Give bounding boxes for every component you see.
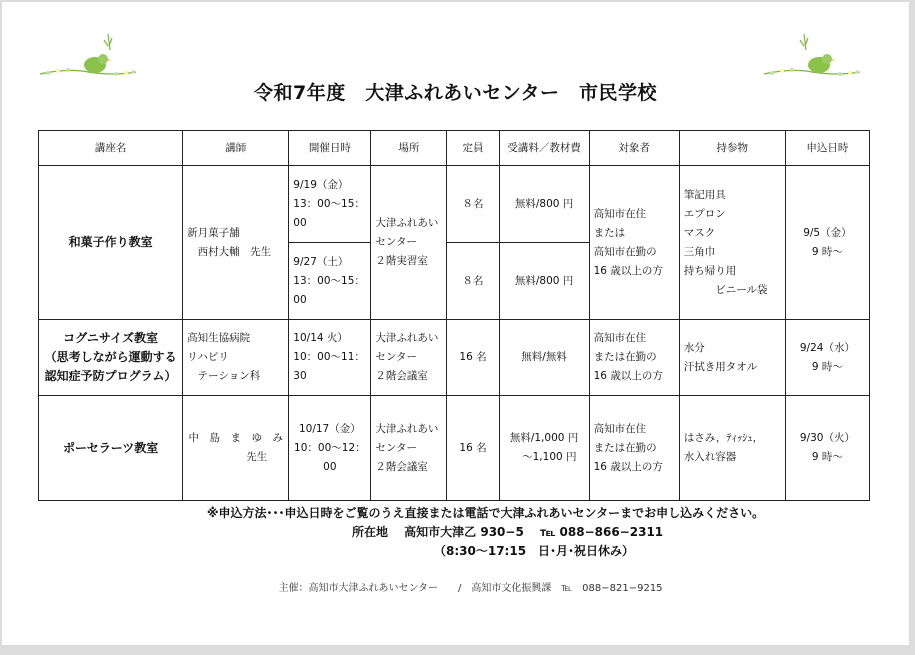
header-items: 持参物 bbox=[679, 131, 785, 166]
items: はさみ，ﾃｨｯｼｭ， 水入れ容器 bbox=[679, 396, 785, 501]
address-line: 所在地 高知市大津乙 930−5 ℡ 088−866−2311 bbox=[352, 525, 664, 539]
instructor: 高知生協病院 リハビリ テーション科 bbox=[183, 320, 289, 396]
office-hours: （8:30〜17:15 日･月･祝日休み） bbox=[434, 544, 635, 558]
fee: 無料/1,000 円 〜1,100 円 bbox=[499, 396, 589, 501]
header-capacity: 定員 bbox=[447, 131, 499, 166]
header-instructor: 講師 bbox=[183, 131, 289, 166]
course-table bbox=[38, 130, 870, 501]
fee: 無料/無料 bbox=[499, 320, 589, 396]
capacity: 16 名 bbox=[447, 320, 499, 396]
session-date: 10/14 火） bbox=[293, 332, 348, 344]
table-row bbox=[39, 166, 870, 243]
session-datetime bbox=[289, 320, 371, 396]
session-datetime bbox=[289, 396, 371, 501]
header-location: 場所 bbox=[371, 131, 447, 166]
apply-datetime: 9/5（金） 9 時〜 bbox=[785, 166, 869, 320]
header-fee: 受講料／教材費 bbox=[499, 131, 589, 166]
table-row bbox=[39, 396, 870, 501]
target: 高知市在住 または 高知市在勤の 16 歳以上の方 bbox=[589, 166, 679, 320]
session-time: 10：00〜12：00 bbox=[294, 441, 366, 473]
document-title: 令和7年度 大津ふれあいセンター 市民学校 bbox=[254, 82, 657, 104]
session-time: 13：00〜15：00 bbox=[293, 274, 365, 306]
items: 筆記用具 エプロン マスク 三角巾 持ち帰り用 ビニール袋 bbox=[679, 166, 785, 320]
session-date: 9/19（金） bbox=[293, 178, 349, 191]
organizer-footer: 主催：高知市大津ふれあいセンター / 高知市文化振興課 ℡ 088−821−9215 bbox=[278, 583, 663, 594]
header-datetime: 開催日時 bbox=[289, 131, 371, 166]
target: 高知市在住 または在勤の 16 歳以上の方 bbox=[589, 396, 679, 501]
session-time: 13：00〜15：00 bbox=[293, 197, 365, 229]
instructor: 中 島 ま ゆ み 先生 bbox=[183, 396, 289, 501]
header-target: 対象者 bbox=[589, 131, 679, 166]
session-datetime bbox=[289, 243, 371, 320]
course-name: コグニサイズ教室 （思考しながら運動する 認知症予防プログラム） bbox=[39, 320, 183, 396]
items: 水分 汗拭き用タオル bbox=[679, 320, 785, 396]
session-date: 10/17（金） bbox=[298, 422, 361, 435]
header-apply: 申込日時 bbox=[785, 131, 869, 166]
capacity: ８名 bbox=[447, 243, 499, 320]
document-page bbox=[2, 2, 909, 645]
application-method-note: ※申込方法･･･申込日時をご覧のうえ直接または電話で大津ふれあいセンターまでお申し込みください。 bbox=[206, 506, 765, 520]
instructor: 新月菓子舗 西村大輔 先生 bbox=[183, 166, 289, 320]
course-name: ポーセラーツ教室 bbox=[39, 396, 183, 501]
location: 大津ふれあい センター ２階実習室 bbox=[371, 166, 447, 320]
table-header-row bbox=[39, 131, 870, 166]
capacity: ８名 bbox=[447, 166, 499, 243]
fee: 無料/800 円 bbox=[499, 243, 589, 320]
session-datetime bbox=[289, 166, 371, 243]
location: 大津ふれあい センター ２階会議室 bbox=[371, 320, 447, 396]
capacity: 16 名 bbox=[447, 396, 499, 501]
apply-datetime: 9/30（火） 9 時〜 bbox=[785, 396, 869, 501]
session-time: 10：00〜11：30 bbox=[293, 351, 365, 382]
location: 大津ふれあい センター ２階会議室 bbox=[371, 396, 447, 501]
header-course-name: 講座名 bbox=[39, 131, 183, 166]
table-row bbox=[39, 320, 870, 396]
session-date: 9/27（土） bbox=[293, 255, 349, 268]
course-name: 和菓子作り教室 bbox=[39, 166, 183, 320]
target: 高知市在住 または在勤の 16 歳以上の方 bbox=[589, 320, 679, 396]
fee: 無料/800 円 bbox=[499, 166, 589, 243]
apply-datetime: 9/24（水） 9 時〜 bbox=[785, 320, 869, 396]
